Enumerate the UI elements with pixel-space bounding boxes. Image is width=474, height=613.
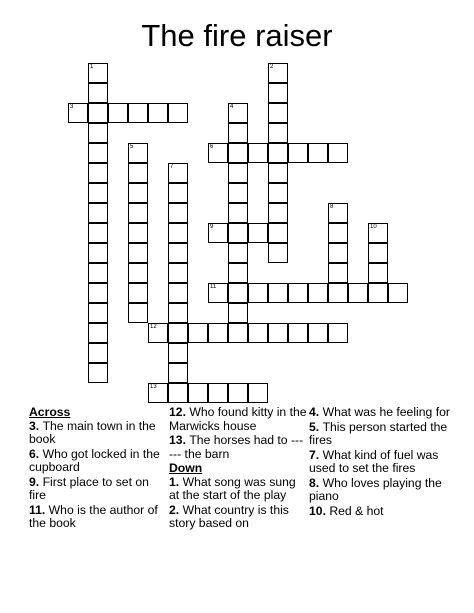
cell-number: 3 <box>70 104 74 110</box>
grid-cell[interactable] <box>208 383 228 403</box>
grid-cell[interactable] <box>268 103 288 123</box>
grid-cell[interactable] <box>168 223 188 243</box>
grid-cell[interactable] <box>88 223 108 243</box>
cell-number: 2 <box>270 64 274 70</box>
grid-cell[interactable] <box>88 263 108 283</box>
grid-cell[interactable] <box>348 283 368 303</box>
clue-across-9: 9. First place to set on fire <box>29 474 149 502</box>
grid-cell[interactable] <box>108 103 128 123</box>
grid-cell[interactable] <box>88 103 108 123</box>
grid-cell[interactable] <box>128 283 148 303</box>
grid-cell[interactable] <box>168 323 188 343</box>
page-title: The fire raiser <box>141 18 333 53</box>
grid-cell[interactable] <box>288 143 308 163</box>
grid-cell[interactable] <box>268 183 288 203</box>
across-heading: Across <box>29 405 71 419</box>
grid-cell[interactable] <box>188 323 208 343</box>
grid-cell[interactable] <box>168 303 188 323</box>
grid-cell[interactable] <box>328 143 348 163</box>
grid-cell[interactable] <box>228 163 248 183</box>
grid-cell[interactable] <box>148 383 168 403</box>
grid-cell[interactable] <box>228 103 248 123</box>
clues-column-2 <box>169 406 307 532</box>
grid-cell[interactable] <box>168 363 188 383</box>
grid-cell[interactable] <box>168 263 188 283</box>
grid-cell[interactable] <box>88 303 108 323</box>
grid-cell[interactable] <box>88 163 108 183</box>
clue-down-1: 1. What song was sung at the start of the play <box>169 474 296 502</box>
grid-cell[interactable] <box>308 143 328 163</box>
grid-cell[interactable] <box>248 283 268 303</box>
cell-number: 5 <box>130 144 134 150</box>
grid-cell[interactable] <box>168 243 188 263</box>
grid-cell[interactable] <box>268 123 288 143</box>
clues-column-1 <box>29 406 165 532</box>
grid-cell[interactable] <box>128 303 148 323</box>
grid-cell[interactable] <box>288 283 308 303</box>
grid-cell[interactable] <box>268 323 288 343</box>
grid-cell[interactable] <box>268 203 288 223</box>
cell-number: 13 <box>150 384 157 390</box>
grid-cell[interactable] <box>228 183 248 203</box>
grid-cell[interactable] <box>368 283 388 303</box>
grid-cell[interactable] <box>248 383 268 403</box>
grid-cell[interactable] <box>168 183 188 203</box>
grid-cell[interactable] <box>328 243 348 263</box>
clue-across-12: 12. Who found kitty in the Marwicks house <box>169 405 307 433</box>
grid-cell[interactable] <box>208 223 228 243</box>
grid-cell[interactable] <box>268 223 288 243</box>
grid-cell[interactable] <box>168 163 188 183</box>
cell-number: 9 <box>210 224 214 230</box>
grid-cell[interactable] <box>168 103 188 123</box>
grid-cell[interactable] <box>68 103 88 123</box>
clue-across-3: 3. The main town in the book <box>29 418 156 446</box>
grid-cell[interactable] <box>388 283 408 303</box>
grid-cell[interactable] <box>88 63 108 83</box>
grid-cell[interactable] <box>128 163 148 183</box>
grid-cell[interactable] <box>308 323 328 343</box>
grid-cell[interactable] <box>228 383 248 403</box>
grid-cell[interactable] <box>228 123 248 143</box>
clues-column-3 <box>309 406 459 519</box>
grid-cell[interactable] <box>128 103 148 123</box>
grid-cell[interactable] <box>88 83 108 103</box>
grid-cell[interactable] <box>168 383 188 403</box>
cell-number: 11 <box>210 284 217 290</box>
grid-cell[interactable] <box>128 183 148 203</box>
grid-cell[interactable] <box>128 203 148 223</box>
grid-cell[interactable] <box>88 183 108 203</box>
grid-cell[interactable] <box>368 243 388 263</box>
cell-number: 12 <box>150 324 157 330</box>
grid-cell[interactable] <box>88 143 108 163</box>
grid-cell[interactable] <box>228 283 248 303</box>
grid-cell[interactable] <box>228 223 248 243</box>
grid-cell[interactable] <box>248 223 268 243</box>
grid-cell[interactable] <box>228 323 248 343</box>
grid-cell[interactable] <box>228 203 248 223</box>
grid-cell[interactable] <box>128 223 148 243</box>
grid-cell[interactable] <box>328 283 348 303</box>
grid-cell[interactable] <box>248 143 268 163</box>
grid-cell[interactable] <box>88 283 108 303</box>
grid-cell[interactable] <box>328 223 348 243</box>
grid-cell[interactable] <box>128 263 148 283</box>
cell-number: 1 <box>90 64 94 70</box>
grid-cell[interactable] <box>208 143 228 163</box>
cell-number: 8 <box>330 204 334 210</box>
grid-cell[interactable] <box>328 263 348 283</box>
grid-cell[interactable] <box>228 263 248 283</box>
grid-cell[interactable] <box>168 343 188 363</box>
cell-number: 10 <box>370 224 377 230</box>
grid-cell[interactable] <box>268 163 288 183</box>
grid-cell[interactable] <box>88 203 108 223</box>
grid-cell[interactable] <box>268 143 288 163</box>
grid-cell[interactable] <box>228 243 248 263</box>
clue-across-11: 11. Who is the author of the book <box>29 502 158 530</box>
grid-cell[interactable] <box>88 243 108 263</box>
clue-down-5: 5. This person started the fires <box>309 419 448 447</box>
grid-cell[interactable] <box>208 283 228 303</box>
grid-cell[interactable] <box>248 323 268 343</box>
clue-down-7: 7. What kind of fuel was used to set the fires <box>309 447 439 475</box>
grid-cell[interactable] <box>268 243 288 263</box>
grid-cell[interactable] <box>148 103 168 123</box>
grid-cell[interactable] <box>88 343 108 363</box>
grid-cell[interactable] <box>88 323 108 343</box>
clue-down-10: 10. Red & hot <box>309 503 384 518</box>
grid-cell[interactable] <box>188 383 208 403</box>
cell-number: 7 <box>170 164 174 170</box>
grid-cell[interactable] <box>208 323 228 343</box>
grid-cell[interactable] <box>268 283 288 303</box>
clue-down-4: 4. What was he feeling for <box>309 405 450 419</box>
grid-cell[interactable] <box>328 203 348 223</box>
grid-cell[interactable] <box>88 123 108 143</box>
clue-across-13: 13. The horses had to ------ the barn <box>169 433 304 461</box>
grid-cell[interactable] <box>168 203 188 223</box>
clue-down-8: 8. Who loves playing the piano <box>309 475 442 503</box>
grid-cell[interactable] <box>128 243 148 263</box>
grid-cell[interactable] <box>128 143 148 163</box>
cell-number: 4 <box>230 104 234 110</box>
grid-cell[interactable] <box>168 283 188 303</box>
cell-number: 6 <box>210 144 214 150</box>
down-heading: Down <box>169 461 203 475</box>
grid-cell[interactable] <box>88 363 108 383</box>
grid-cell[interactable] <box>148 323 168 343</box>
grid-cell[interactable] <box>268 63 288 83</box>
grid-cell[interactable] <box>368 223 388 243</box>
clue-down-2: 2. What country is this story based on <box>169 502 289 530</box>
grid-cell[interactable] <box>228 143 248 163</box>
grid-cell[interactable] <box>268 83 288 103</box>
grid-cell[interactable] <box>308 283 328 303</box>
clue-across-6: 6. Who got locked in the cupboard <box>29 446 160 474</box>
grid-cell[interactable] <box>228 303 248 323</box>
grid-cell[interactable] <box>368 263 388 283</box>
grid-cell[interactable] <box>288 323 308 343</box>
grid-cell[interactable] <box>328 323 348 343</box>
